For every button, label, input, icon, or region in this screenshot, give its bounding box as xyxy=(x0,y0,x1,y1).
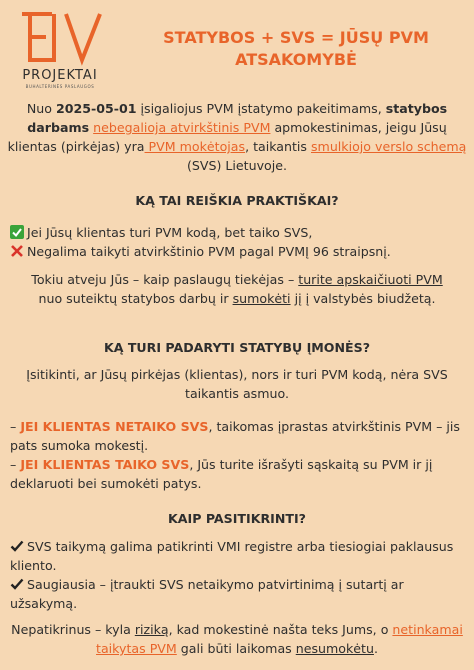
company-logo xyxy=(12,10,108,90)
link-small-business-scheme[interactable]: smulkiojo verslo schemą xyxy=(311,139,467,154)
consequence-line-2: nuo suteiktų statybos darbų ir sumokėti jį į valstybės biudžetą. xyxy=(38,291,436,306)
heading-what-it-means: KĄ TAI REIŠKIA PRAKTIŠKAI? xyxy=(135,193,339,208)
verify-line-2: taikantis asmuo. xyxy=(185,386,289,401)
points-list xyxy=(10,223,466,261)
check-2-line-1: Saugiausia – įtraukti SVS netaikymo patvirtinimą į sutartį ar xyxy=(10,575,466,594)
case-2-line-2: deklaruoti bei sumokėti patys. xyxy=(10,476,202,491)
title-line-2: ATSAKOMYBĖ xyxy=(235,50,357,69)
verify-line-1: Įsitikinti, ar Jūsų pirkėjas (klientas), nors ir turi PVM kodą, nėra SVS xyxy=(26,367,448,382)
check-2-line-2: užsakymą. xyxy=(10,596,78,611)
intro-line-2: darbams nebegalioja atvirkštinis PVM apmokestinimas, jeigu Jūsų xyxy=(27,120,447,135)
logo-tagline: BUHALTERINĖS PASLAUGOS xyxy=(25,84,95,89)
check-1-line-2: kliento. xyxy=(10,558,57,573)
point-no xyxy=(10,242,466,261)
cases-list xyxy=(10,417,466,493)
case-svs: JEI KLIENTAS TAIKO SVS xyxy=(20,457,190,472)
link-improperly[interactable]: netinkamai xyxy=(392,622,463,637)
footer-warning xyxy=(0,620,474,658)
case-1-line-2: pats sumoka mokestį. xyxy=(10,438,149,453)
intro-bold-darbams: darbams xyxy=(27,120,90,135)
footer-line-2: taikytas PVM gali būti laikomas nesumokėtu. xyxy=(96,641,378,656)
case-2-line-1: – JEI KLIENTAS TAIKO SVS, Jūs turite išrašyti sąskaitą su PVM ir jį xyxy=(10,457,433,472)
intro-bold-statybos: statybos xyxy=(385,101,448,116)
intro-line-1: Nuo 2025-05-01 įsigaliojus PVM įstatymo pakeitimams, statybos xyxy=(26,101,448,116)
page-title xyxy=(150,27,442,71)
check-box-icon xyxy=(10,225,24,239)
underline-risk: riziką xyxy=(134,622,169,637)
link-applied-vat[interactable]: taikytas PVM xyxy=(96,641,177,656)
checkmark-icon xyxy=(10,539,24,553)
intro-line-3: klientas (pirkėjas) yra PVM mokėtojas, taikantis smulkiojo verslo schemą xyxy=(7,139,467,154)
checks-list xyxy=(10,537,466,613)
underline-calc-vat: turite apskaičiuoti PVM xyxy=(298,272,443,287)
point-ok xyxy=(10,223,466,242)
point-ok-text: Jei Jūsų klientas turi PVM kodą, bet taiko SVS, xyxy=(27,225,313,240)
paragraph-verify xyxy=(0,365,474,403)
intro-line-4: (SVS) Lietuvoje. xyxy=(186,158,288,173)
elv-logo-mark xyxy=(16,10,106,66)
underline-pay: sumokėti xyxy=(232,291,291,306)
link-reverse-vat[interactable]: nebegalioja atvirkštinis PVM xyxy=(93,120,271,135)
point-no-text: Negalima taikyti atvirkštinio PVM pagal PVMĮ 96 straipsnį. xyxy=(27,244,391,259)
logo-wordmark: PROJEKTAI xyxy=(22,68,98,83)
consequence-line-1: Tokiu atveju Jūs – kaip paslaugų tiekėjas – turite apskaičiuoti PVM xyxy=(31,272,443,287)
intro-date: 2025-05-01 xyxy=(55,101,137,116)
intro-paragraph xyxy=(0,99,474,175)
underline-unpaid: nesumokėtu xyxy=(295,641,374,656)
title-line-1: STATYBOS + SVS = JŪSŲ PVM xyxy=(163,28,429,47)
heading-how-to-check: KAIP PASITIKRINTI? xyxy=(168,511,306,526)
footer-line-1: Nepatikrinus – kyla riziką, kad mokestinė našta teks Jums, o netinkamai xyxy=(11,622,463,637)
link-vat-payer[interactable]: PVM mokėtojas xyxy=(144,139,246,154)
checkmark-icon xyxy=(10,577,24,591)
paragraph-consequence xyxy=(0,270,474,308)
case-1-line-1: – JEI KLIENTAS NETAIKO SVS, taikomas įprastas atvirkštinis PVM – jis xyxy=(10,419,460,434)
case-not-svs: JEI KLIENTAS NETAIKO SVS xyxy=(20,419,209,434)
heading-what-to-do: KĄ TURI PADARYTI STATYBŲ ĮMONĖS? xyxy=(103,340,371,355)
check-1-line-1: SVS taikymą galima patikrinti VMI registre arba tiesiogiai paklausus xyxy=(10,537,466,556)
cross-icon xyxy=(10,244,24,258)
